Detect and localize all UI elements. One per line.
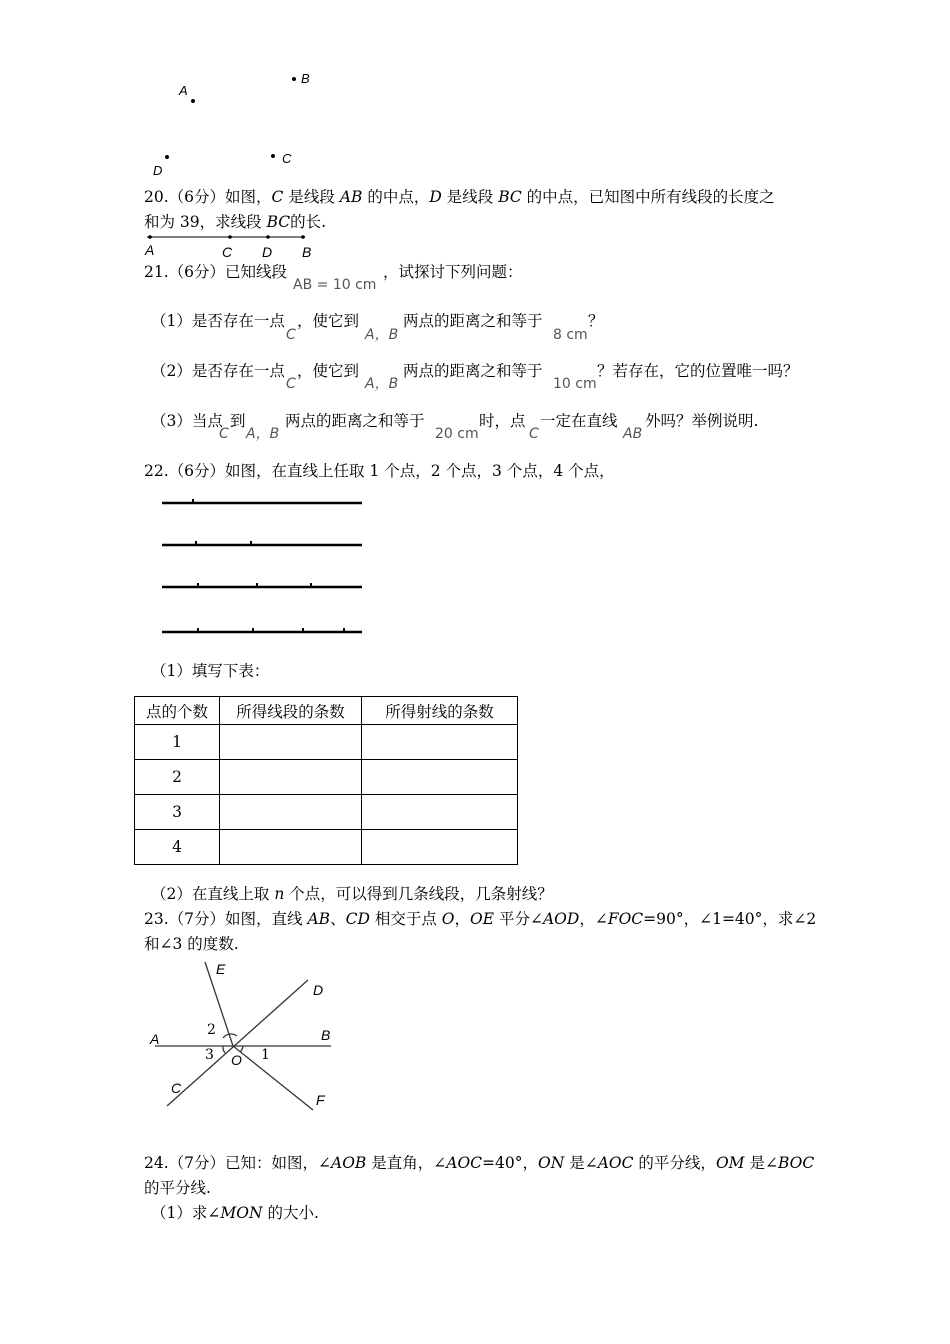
q21-p1-value: 8 cm xyxy=(553,327,588,343)
q21-p3-c: C xyxy=(219,426,229,442)
q21-intro: 21.（6分）已知线段 xyxy=(144,263,288,281)
q23-label-o: O xyxy=(231,1052,242,1068)
q20-line-2: 和为 39，求线段 BC的长. xyxy=(144,213,327,231)
point-label-b: B xyxy=(301,71,310,86)
q21-p1-text-d: 两点的距离之和等于 xyxy=(403,312,543,330)
q20-label-b: B xyxy=(302,244,312,260)
q24-line-2: 的平分线. xyxy=(144,1179,211,1197)
q21-p3-text-e: 时，点 xyxy=(479,412,526,430)
q23-line-1: 23.（7分）如图，直线 AB、CD 相交于点 O，OE 平分∠AOD，∠FOC=90°，∠1=40°，求∠2 xyxy=(144,910,817,928)
q23-label-1: 1 xyxy=(261,1047,270,1063)
q24-part-1: （1）求∠MON 的大小. xyxy=(151,1204,319,1222)
q22-table xyxy=(134,696,518,865)
q21-p3-text-g: 外吗？举例说明. xyxy=(645,412,759,430)
table-header-cell: 所得射线的条数 xyxy=(362,697,518,725)
q21-p1-c: C xyxy=(286,327,296,343)
q21-p2-ab: A，B xyxy=(365,376,399,392)
q23-label-f: F xyxy=(316,1092,325,1108)
q21-intro-tail: ，试探讨下列问题： xyxy=(383,263,523,281)
table-row xyxy=(135,760,518,795)
table-cell: 3 xyxy=(135,795,220,830)
q21-p3-line-ab: AB xyxy=(623,426,643,442)
q23-label-d: D xyxy=(313,982,324,998)
table-cell-blank[interactable] xyxy=(220,725,362,760)
point-label-d: D xyxy=(153,163,163,178)
q21-p2-text-e: ？若存在，它的位置唯一吗？ xyxy=(597,362,799,380)
q21-p3-text-a: （3）当点 xyxy=(151,412,223,430)
q22-lines-figure xyxy=(160,495,370,645)
q21-p2-text-b: ，使它到 xyxy=(297,362,360,380)
table-row xyxy=(135,830,518,865)
q21-p3-value: 20 cm xyxy=(435,426,479,442)
point-dots xyxy=(0,0,950,200)
table-header-row xyxy=(135,697,518,725)
q21-p2-text-d: 两点的距离之和等于 xyxy=(403,362,543,380)
q21-p2-text-a: （2）是否存在一点 xyxy=(151,362,285,380)
q24-line-1: 24.（7分）已知：如图，∠AOB 是直角，∠AOC=40°，ON 是∠AOC 的平分线，OM 是∠BOC xyxy=(144,1154,815,1172)
q20-label-c: C xyxy=(222,244,233,260)
table-cell-blank[interactable] xyxy=(362,725,518,760)
q21-p1-ab: A，B xyxy=(365,327,399,343)
table-cell-blank[interactable] xyxy=(220,830,362,865)
table-cell-blank[interactable] xyxy=(220,760,362,795)
q22-part-1: （1）填写下表： xyxy=(151,662,270,680)
table-cell: 1 xyxy=(135,725,220,760)
q20-line-1: 20.（6分）如图，C 是线段 AB 的中点，D 是线段 BC 的中点，已知图中所有线段的长度之 xyxy=(144,188,775,206)
q23-label-b: B xyxy=(321,1027,331,1043)
table-header-cell: 所得线段的条数 xyxy=(220,697,362,725)
table-cell-blank[interactable] xyxy=(362,760,518,795)
q21-p3-text-f: 一定在直线 xyxy=(540,412,618,430)
q21-p3-text-d: 两点的距离之和等于 xyxy=(285,412,425,430)
q23-label-e: E xyxy=(216,961,226,977)
table-row xyxy=(135,795,518,830)
point-label-c: C xyxy=(282,151,292,166)
q23-line-2: 和∠3 的度数. xyxy=(144,935,239,953)
table-cell-blank[interactable] xyxy=(362,830,518,865)
q20-segment xyxy=(145,232,345,242)
q21-p3-text-b: 到 xyxy=(230,412,246,430)
q21-p1-text-a: （1）是否存在一点 xyxy=(151,312,285,330)
q21-p2-c: C xyxy=(286,376,296,392)
q20-label-a: A xyxy=(145,242,155,258)
q23-label-c: C xyxy=(171,1080,182,1096)
table-cell: 2 xyxy=(135,760,220,795)
table-cell-blank[interactable] xyxy=(220,795,362,830)
q23-label-2: 2 xyxy=(207,1022,216,1038)
table-row xyxy=(135,725,518,760)
q22-part-2: （2）在直线上取 n 个点，可以得到几条线段，几条射线？ xyxy=(151,885,553,903)
q22-stem: 22.（6分）如图，在直线上任取 1 个点，2 个点，3 个点，4 个点， xyxy=(144,462,615,480)
table-header-cell: 点的个数 xyxy=(135,697,220,725)
q23-label-a: A xyxy=(150,1031,160,1047)
q21-p3-ab: A，B xyxy=(246,426,280,442)
q21-p2-value: 10 cm xyxy=(553,376,597,392)
q21-p1-text-b: ，使它到 xyxy=(297,312,360,330)
table-cell-blank[interactable] xyxy=(362,795,518,830)
q21-ab-formula: AB = 10 cm xyxy=(293,277,377,293)
point-label-a: A xyxy=(179,83,188,98)
q20-label-d: D xyxy=(262,244,273,260)
q21-p3-c2: C xyxy=(529,426,539,442)
table-cell: 4 xyxy=(135,830,220,865)
q23-label-3: 3 xyxy=(205,1047,214,1063)
q21-p1-text-e: ？ xyxy=(588,312,604,330)
